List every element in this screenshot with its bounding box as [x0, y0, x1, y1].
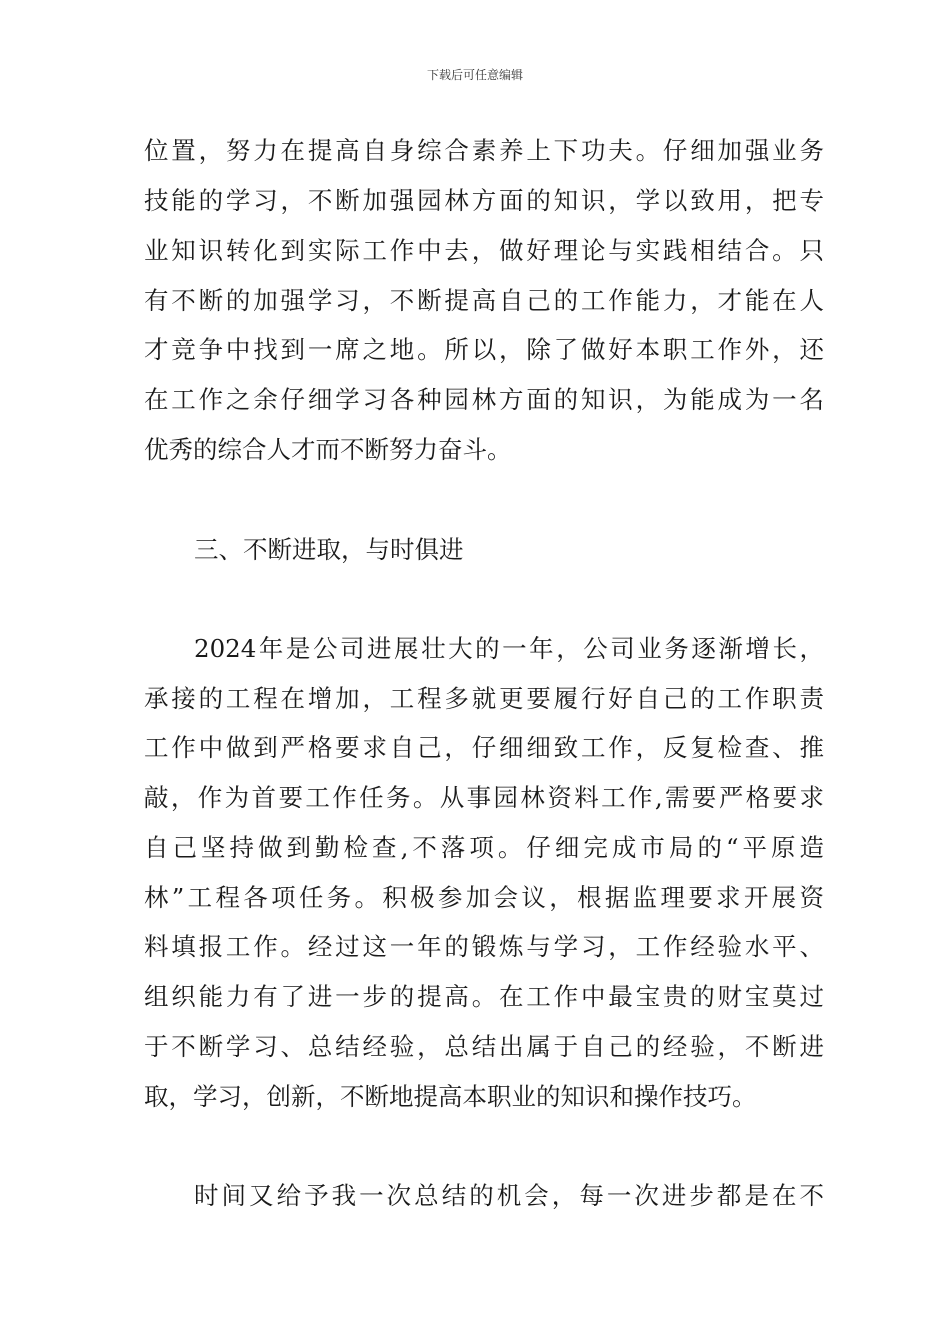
paragraph-line: 在工作之余仔细学习各种园林方面的知识，为能成为一名 [144, 385, 824, 414]
paragraph-line: 时间又给予我一次总结的机会，每一次进步都是在不 [194, 1181, 824, 1210]
paragraph-line: 于不断学习、总结经验，总结出属于自己的经验，不断进 [144, 1032, 824, 1061]
paragraph-line: 组织能力有了进一步的提高。在工作中最宝贵的财宝莫过 [144, 982, 824, 1011]
paragraph-line: 2024年是公司进展壮大的一年，公司业务逐渐增长， [194, 634, 824, 663]
paragraph-line: 有不断的加强学习，不断提高自己的工作能力，才能在人 [144, 286, 824, 315]
page-header: 下载后可任意编辑 [426, 68, 523, 82]
paragraph-line: 才竞争中找到一席之地。所以，除了做好本职工作外，还 [144, 335, 824, 364]
paragraph-line: 优秀的综合人才而不断努力奋斗。 [144, 435, 512, 464]
paragraph-line: 自己坚持做到勤检查,不落项。仔细完成市局的“平原造 [144, 833, 824, 862]
paragraph-line: 技能的学习，不断加强园林方面的知识，学以致用，把专 [144, 186, 824, 215]
paragraph-line: 林”工程各项任务。积极参加会议，根据监理要求开展资 [144, 883, 824, 912]
paragraph-line: 敲，作为首要工作任务。从事园林资料工作,需要严格要求 [144, 783, 824, 812]
paragraph-line: 承接的工程在增加，工程多就更要履行好自己的工作职责 [144, 684, 824, 713]
paragraph-line: 位置，努力在提高自身综合素养上下功夫。仔细加强业务 [144, 136, 824, 165]
paragraph-line: 料填报工作。经过这一年的锻炼与学习，工作经验水平、 [144, 932, 824, 961]
paragraph-line: 工作中做到严格要求自己，仔细细致工作，反复检查、推 [144, 733, 824, 762]
section-heading: 三、不断进取，与时俱进 [194, 535, 464, 564]
paragraph-line: 取，学习，创新，不断地提高本职业的知识和操作技巧。 [144, 1082, 757, 1111]
paragraph-line: 业知识转化到实际工作中去，做好理论与实践相结合。只 [144, 236, 824, 265]
